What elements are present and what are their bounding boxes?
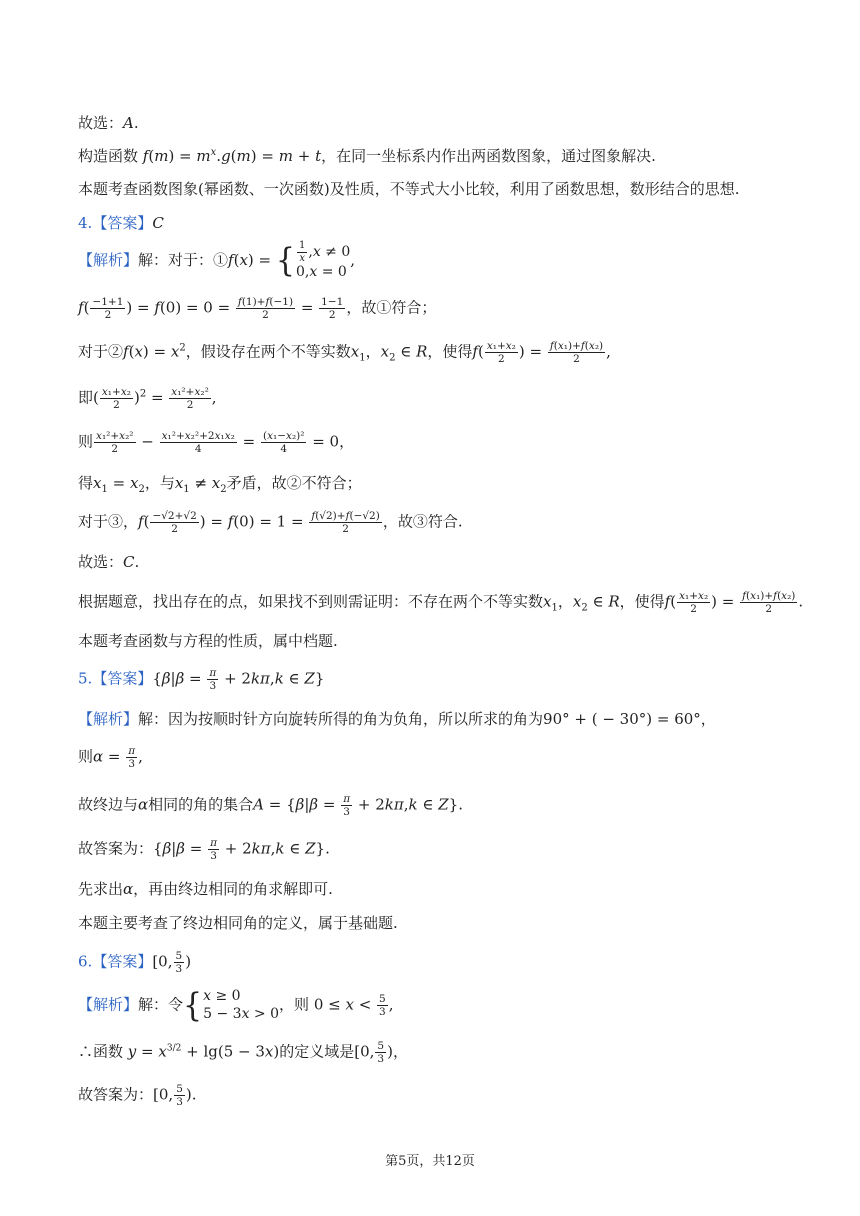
q5-analysis-1: 【解析】解：因为按顺时针方向旋转所得的角为负角，所以所求的角为90° + ( − 30°) = 60°， [78, 710, 716, 728]
page-footer: 第5页，共12页 [385, 1154, 475, 1169]
q4-analysis-4: 即( $\frac{\text{x₁+x₂}}{2}$ )$^2$ = $\frac{\text{x₁²+x₂²}}{2}$ , [78, 386, 217, 412]
q4-analysis-7: 对于③，f( $\frac{-√2+√2}{2}$ ) = f(0) = 1 = $\frac{f(√2)+f(-√2)}{2}$ ，故③符合. [78, 510, 463, 536]
q4-analysis-8: 故选：C. [78, 553, 140, 571]
q5-analysis-4: 故答案为：{β|β = $\frac{\pi}{3}$ + 2kπ,k ∈ Z}. [78, 837, 330, 863]
q5-analysis-3: 故终边与α相同的角的集合A = {β|β = $\frac{\pi}{3}$ + 2kπ,k ∈ Z}. [78, 793, 463, 819]
q6-analysis-3: 故答案为：[0, $\frac{5}{3}$ ). [78, 1083, 197, 1109]
q5-analysis-5: 先求出α，再由终边相同的角求解即可. [78, 880, 333, 898]
q6-analysis-2: ∴函数 $y = x^{3/2} + \lg(5 - 3x)$的定义域是[0, $\frac{5}{3}$ )， [78, 1040, 408, 1066]
q6-answer: 6.【答案】[0, $\frac{5}{3}$ ) [78, 950, 192, 976]
q4-analysis-1: 【解析】解：对于：①f(x) = { $\frac{1}{x}$ ,x ≠ 0 0,x = 0 , [78, 240, 356, 280]
summary-line: 本题考查函数图象(幂函数、一次函数)及性质，不等式大小比较，利用了函数思想，数形结合的思想. [78, 180, 740, 198]
q4-analysis-2: f( $\frac{-1+1}{2}$ ) = f(0) = 0 = $\frac{f(1)+f(-1)}{2}$ = $\frac{1-1}{2}$ ，故①符合； [78, 296, 437, 322]
q5-answer: 5.【答案】{β|β = $\frac{\pi}{3}$ + 2kπ,k ∈ Z} [78, 667, 325, 693]
q6-analysis-1: 【解析】解：令{ x ≥ 0 5 − 3x > 0 ，则 0 ≤ x < $\frac{5}{3}$ , [78, 985, 394, 1025]
q5-analysis-6: 本题主要考查了终边相同角的定义，属于基础题. [78, 914, 398, 932]
q4-answer: 4.【答案】C [78, 214, 164, 232]
q4-analysis-6: 得$x_1 = x_2$，与$x_1 \ne x_2$矛盾，故②不符合； [78, 474, 362, 495]
q4-analysis-5: 则 $\frac{\text{x₁²+x₂²}}{2}$ − $\frac{\text{x₁²+x₂²+2x₁x₂}}{4}$ = $\frac{\text{(x₁−x₂)²}}{4}$ = 0， [78, 430, 355, 456]
q5-analysis-2: 则α = $\frac{\pi}{3}$ , [78, 745, 143, 771]
q4-analysis-9: 根据题意，找出存在的点，如果找不到则需证明：不存在两个不等实数$x_1$，$x_2$ ∈ R，使得f( $\frac{\text{x₁+x₂}}{2}$ ) = $\frac{\text{f(x₁)+f(x₂)}}{2}$ . [78, 590, 804, 616]
q4-analysis-10: 本题考查函数与方程的性质，属中档题. [78, 632, 338, 650]
q4-analysis-3: 对于②f(x) = $x^2$，假设存在两个不等实数$x_1$，$x_2$ ∈ R，使得f( $\frac{\text{x₁+x₂}}{2}$ ) = $\frac{\text{f(x₁)+f(x₂)}}{2}$ , [78, 340, 611, 366]
select-answer-line: 故选：A. [78, 114, 139, 132]
construct-function-line: 构造函数 $f(m) = m^x.g(m) = m + t$，在同一坐标系内作出两函数图象，通过图象解决. [78, 147, 656, 165]
